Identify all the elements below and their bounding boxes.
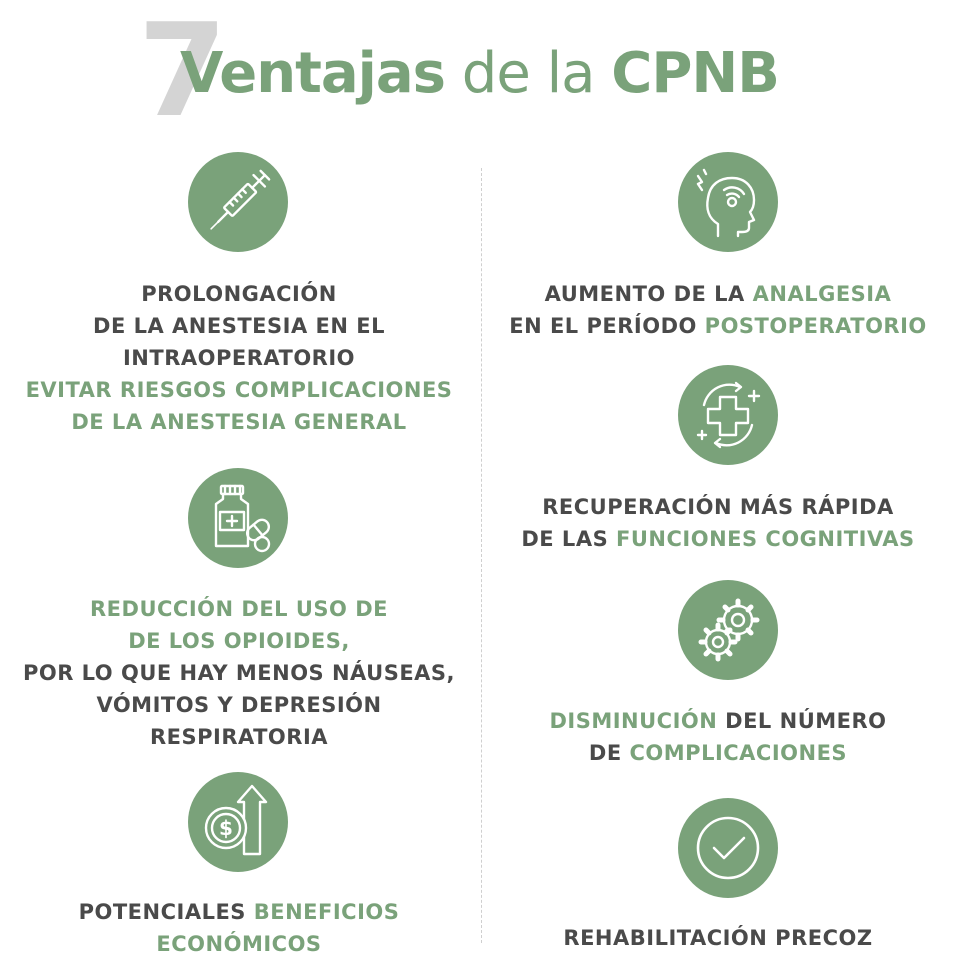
body-text: DEL NÚMERO (717, 709, 887, 733)
highlight-text: DE LOS OPIOIDES, (128, 629, 350, 653)
highlight-text: FUNCIONES COGNITIVAS (616, 527, 915, 551)
text-line (478, 705, 958, 737)
text-line (0, 342, 478, 374)
text-line (478, 310, 958, 342)
coin-growth-icon (188, 772, 288, 872)
medicine-bottle-icon (188, 468, 288, 568)
text-line (0, 593, 478, 625)
highlight-text: COMPLICACIONES (629, 741, 848, 765)
text-line (478, 278, 958, 310)
title-word-cpnb: CPNB (611, 41, 779, 106)
body-text: RESPIRATORIA (149, 725, 329, 749)
text-line (478, 737, 958, 769)
body-text: POTENCIALES (78, 900, 254, 924)
highlight-text: REDUCCIÓN DEL USO DE (90, 597, 388, 621)
text-line (0, 278, 478, 310)
syringe-icon (188, 152, 288, 252)
body-text: REHABILITACIÓN PRECOZ (563, 926, 873, 950)
benefit-prolongation-text (0, 278, 478, 438)
body-text: VÓMITOS Y DEPRESIÓN (96, 693, 382, 717)
highlight-text: DE LA ANESTESIA GENERAL (71, 410, 407, 434)
highlight-text: BENEFICIOS (253, 900, 400, 924)
body-text: PROLONGACIÓN (141, 282, 337, 306)
text-line (478, 491, 958, 523)
big-number-seven: 7 (138, 0, 228, 146)
text-line (478, 922, 958, 954)
benefit-economic-text (0, 896, 478, 960)
title-word-de-la: de la (445, 41, 612, 106)
benefit-complications-text (478, 705, 958, 769)
head-pain-icon (678, 152, 778, 252)
text-line (0, 625, 478, 657)
text-line (0, 896, 478, 928)
text-line (0, 928, 478, 960)
body-text: EN EL PERÍODO (509, 314, 705, 338)
body-text: RECUPERACIÓN MÁS RÁPIDA (542, 495, 894, 519)
body-text: DE LA ANESTESIA EN EL (93, 314, 385, 338)
medical-cross-icon (678, 365, 778, 465)
page-title (180, 41, 779, 106)
body-text: INTRAOPERATORIO (122, 346, 356, 370)
highlight-text: ECONÓMICOS (156, 932, 322, 956)
body-text: DE (588, 741, 630, 765)
body-text: AUMENTO DE LA (544, 282, 753, 306)
gears-icon (678, 580, 778, 680)
benefit-cognitive-text (478, 491, 958, 555)
body-text: POR LO QUE HAY MENOS NÁUSEAS, (22, 661, 456, 685)
header (0, 0, 958, 146)
text-line (0, 374, 478, 406)
highlight-text: POSTOPERATORIO (704, 314, 927, 338)
title-word-ventajas: Ventajas (180, 41, 445, 106)
text-line (0, 310, 478, 342)
text-line (0, 721, 478, 753)
benefit-rehab-text (478, 922, 958, 954)
benefit-opioid-reduction-text (0, 593, 478, 753)
svg-text:$: $ (219, 816, 233, 840)
highlight-text: DISMINUCIÓN (549, 709, 718, 733)
text-line (478, 523, 958, 555)
benefit-analgesia-text (478, 278, 958, 342)
checkmark-icon (678, 798, 778, 898)
text-line (0, 657, 478, 689)
body-text: DE LAS (521, 527, 617, 551)
highlight-text: EVITAR RIESGOS COMPLICACIONES (25, 378, 453, 402)
highlight-text: ANALGESIA (752, 282, 892, 306)
text-line (0, 406, 478, 438)
text-line (0, 689, 478, 721)
